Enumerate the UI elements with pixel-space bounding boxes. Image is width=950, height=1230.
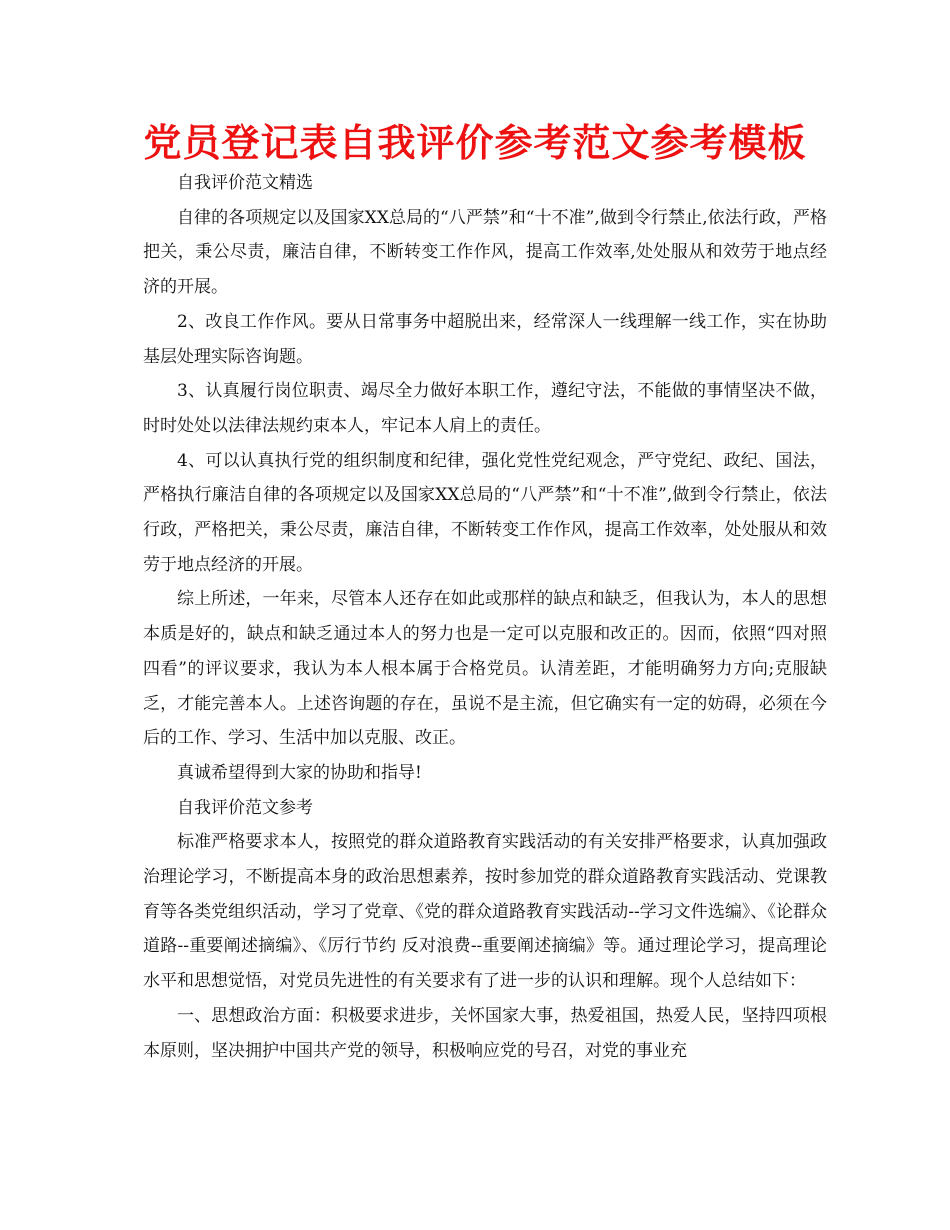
paragraph: 综上所述，一年来，尽管本人还存在如此或那样的缺点和缺乏，但我认为，本人的思想本质是好的，缺点和缺乏通过本人的努力也是一定可以克服和改正的。因而，依照“四对照四看”的评议要求，我认为本人根本属于合格党员。认清差距，才能明确努力方向;克服缺乏，才能完善本人。上述咨询题的存在，虽说不是主流，但它确实有一定的妨碍，必须在今后的工作、学习、生活中加以克服、改正。 xyxy=(143,589,827,749)
paragraph: 2、改良工作作风。要从日常事务中超脱出来，经常深人一线理解一线工作，实在协助基层处理实际咨询题。 xyxy=(143,311,827,367)
document-title: 党员登记表自我评价参考范文参考模板 xyxy=(143,121,807,165)
section-heading-reference: 自我评价范文参考 xyxy=(177,797,313,818)
paragraph: 一、思想政治方面：积极要求进步，关怀国家大事，热爱祖国，热爱人民，坚持四项根本原则，坚决拥护中国共产党的领导，积极响应党的号召，对党的事业充 xyxy=(143,1005,827,1061)
paragraph: 真诚希望得到大家的协助和指导! xyxy=(177,762,422,783)
document-body xyxy=(143,166,827,1068)
paragraph: 4、可以认真执行党的组织制度和纪律，强化党性党纪观念，严守党纪、政纪、国法，严格执行廉洁自律的各项规定以及国家XX总局的“八严禁”和“十不准”,做到令行禁止，依法行政，严格把关，秉公尽责，廉洁自律，不断转变工作作风，提高工作效率，处处服从和效劳于地点经济的开展。 xyxy=(143,450,827,575)
paragraph: 3、认真履行岗位职责、竭尽全力做好本职工作，遵纪守法，不能做的事情坚决不做，时时处处以法律法规约束本人，牢记本人肩上的责任。 xyxy=(143,381,827,436)
paragraph: 自律的各项规定以及国家XX总局的“八严禁”和“十不准”,做到令行禁止,依法行政，严格把关，秉公尽责，廉洁自律，不断转变工作作风，提高工作效率,处处服从和效劳于地点经济的开展。 xyxy=(143,207,827,298)
section-heading-selected: 自我评价范文精选 xyxy=(177,173,313,193)
paragraph: 标准严格要求本人，按照党的群众道路教育实践活动的有关安排严格要求，认真加强政治理论学习，不断提高本身的政治思想素养，按时参加党的群众道路教育实践活动、党课教育等各类党组织活动，学习了党章、《党的群众道路教育实践活动--学习文件选编》、《论群众道路--重要阐述摘编》、《厉行节约 反对浪费--重要阐述摘编》等。通过理论学习，提高理论水平和思想觉悟，对党员先进性的有关要求有了进一步的认识和理解。现个人总结如下： xyxy=(143,832,827,992)
